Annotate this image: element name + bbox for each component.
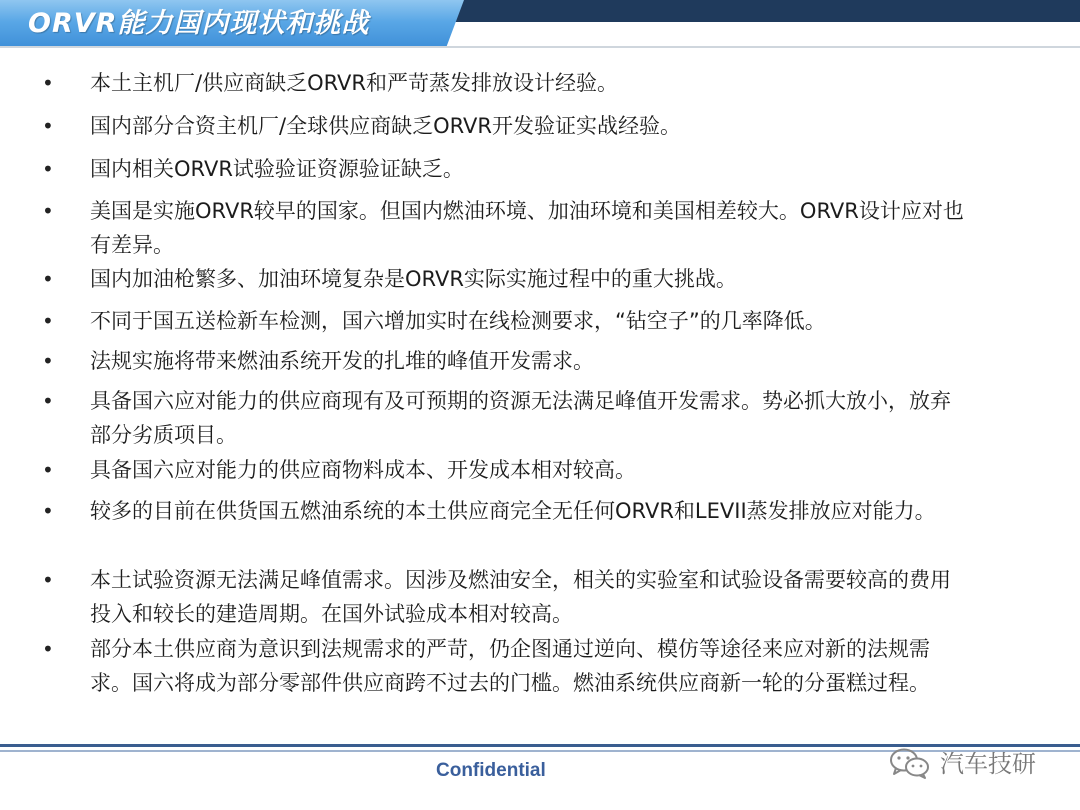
bullet-text: 美国是实施ORVR较早的国家。但国内燃油环境、加油环境和美国相差较大。ORVR设计应对也有差异。: [90, 199, 964, 257]
bullet-text: 法规实施将带来燃油系统开发的扎堆的峰值开发需求。: [90, 349, 594, 373]
wechat-icon: [888, 746, 932, 780]
watermark: [888, 744, 1058, 784]
bullet-text: 不同于国五送检新车检测，国六增加实时在线检测要求，“钻空子”的几率降低。: [90, 309, 826, 333]
bullet-text: 具备国六应对能力的供应商物料成本、开发成本相对较高。: [90, 458, 636, 482]
bullet-text: 国内相关ORVR试验验证资源验证缺乏。: [90, 157, 464, 181]
bullet-text: 具备国六应对能力的供应商现有及可预期的资源无法满足峰值开发需求。势必抓大放小，放弃部分劣质项目。: [90, 389, 951, 447]
bullet-dot: •: [42, 568, 54, 592]
bullet-dot: •: [42, 389, 54, 413]
bullet-text: 本土主机厂/供应商缺乏ORVR和严苛蒸发排放设计经验。: [90, 71, 619, 95]
bullet-text: 较多的目前在供货国五燃油系统的本土供应商完全无任何ORVR和LEVII蒸发排放应对能力。: [90, 499, 936, 523]
bullet-text: 国内加油枪繁多、加油环境复杂是ORVR实际实施过程中的重大挑战。: [90, 267, 737, 291]
bullet-dot: •: [42, 458, 54, 482]
bullet-text: 本土试验资源无法满足峰值需求。因涉及燃油安全，相关的实验室和试验设备需要较高的费用投入和较长的建造周期。在国外试验成本相对较高。: [90, 568, 951, 626]
watermark-text: 汽车技研: [940, 750, 1036, 778]
slide-title: ORVR能力国内现状和挑战: [28, 8, 370, 39]
bullet-text: 部分本土供应商为意识到法规需求的严苛，仍企图通过逆向、模仿等途径来应对新的法规需求。国六将成为部分零部件供应商跨不过去的门槛。燃油系统供应商新一轮的分蛋糕过程。: [90, 637, 930, 695]
bullet-dot: •: [42, 71, 54, 95]
title-bar-divider: [0, 46, 1080, 48]
bullet-dot: •: [42, 267, 54, 291]
bullet-dot: •: [42, 309, 54, 333]
confidential-label: Confidential: [436, 760, 546, 781]
bullet-dot: •: [42, 114, 54, 138]
bullet-dot: •: [42, 157, 54, 181]
bullet-dot: •: [42, 499, 54, 523]
title-bar: [0, 0, 1080, 48]
bullet-dot: •: [42, 199, 54, 223]
bullet-dot: •: [42, 349, 54, 373]
bullet-text: 国内部分合资主机厂/全球供应商缺乏ORVR开发验证实战经验。: [90, 114, 682, 138]
bullet-dot: •: [42, 637, 54, 661]
